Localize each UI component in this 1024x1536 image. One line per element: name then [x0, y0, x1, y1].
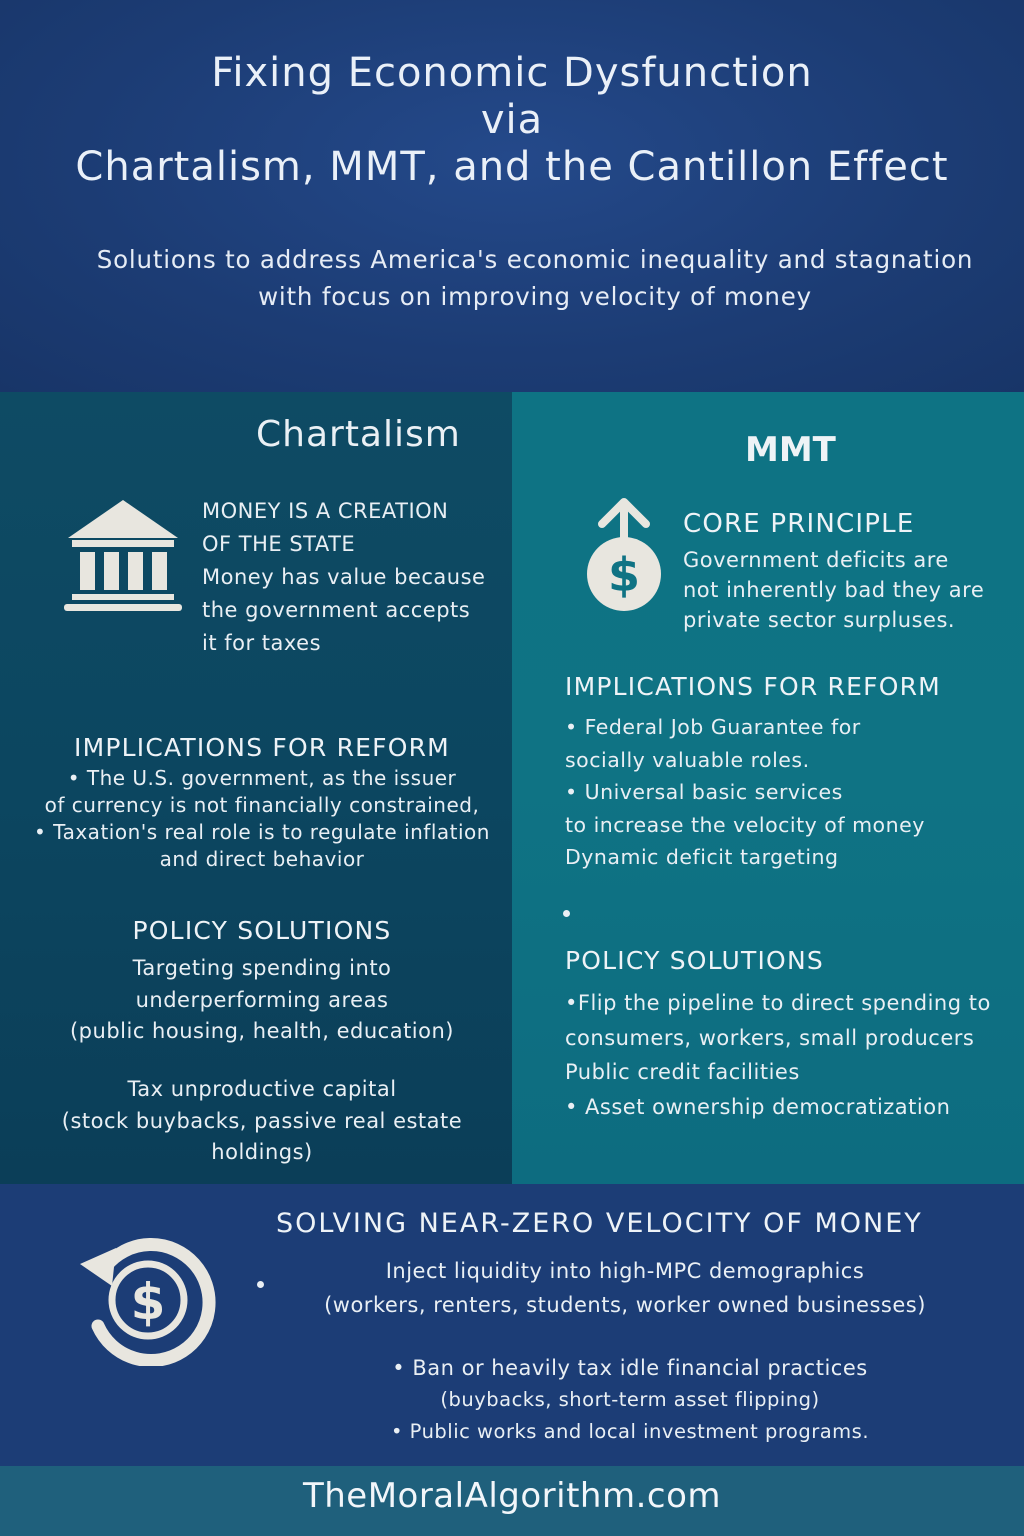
velocity-heading: SOLVING NEAR-ZERO VELOCITY OF MONEY	[276, 1208, 923, 1239]
ban-line-1: • Ban or heavily tax idle financial practices	[392, 1356, 868, 1380]
core-line-2: not inherently bad they are	[683, 578, 985, 602]
mmt-reform-line-5: Dynamic deficit targeting	[565, 845, 839, 869]
chartalism-policy-list	[0, 953, 524, 1048]
intro-line-5: it for taxes	[202, 631, 322, 655]
intro-line-1: MONEY IS A CREATION	[202, 499, 449, 523]
subtitle-line-1: Solutions to address America's economic inequality and stagnation	[96, 245, 974, 274]
intro-line-2: OF THE STATE	[202, 532, 356, 556]
mmt-core-list	[683, 545, 984, 635]
mmt-reform-line-4: to increase the velocity of money	[565, 812, 925, 837]
ban-line-2: (buybacks, short-term asset flipping)	[440, 1388, 820, 1411]
intro-line-3: Money has value because	[202, 565, 486, 589]
velocity-inject-list	[220, 1254, 1024, 1322]
mmt-reform-line-3: • Universal basic services	[565, 780, 843, 804]
svg-text:$: $	[607, 548, 641, 602]
ban-line-3: • Public works and local investment programs.	[390, 1420, 870, 1443]
reform-line-4: and direct behavior	[159, 847, 365, 871]
mmt-core-heading: CORE PRINCIPLE	[683, 509, 915, 539]
chartalism-tax-list	[0, 1074, 524, 1169]
mmt-policy-line-3: Public credit facilities	[565, 1060, 800, 1084]
mmt-panel	[512, 392, 1024, 1184]
mmt-policy-heading: POLICY SOLUTIONS	[565, 946, 824, 975]
velocity-panel	[0, 1184, 1024, 1466]
bullet-dot	[563, 910, 570, 917]
policy-line-2: underperforming areas	[135, 987, 389, 1012]
chartalism-panel	[0, 392, 512, 1184]
tax-line-2: (stock buybacks, passive real estate	[61, 1108, 463, 1133]
footer	[0, 1466, 1024, 1536]
velocity-ban-list	[220, 1352, 1024, 1448]
mmt-reform-line-1: • Federal Job Guarantee for	[565, 715, 861, 739]
tax-line-3: holdings)	[211, 1140, 313, 1164]
reform-line-1: • The U.S. government, as the issuer	[67, 766, 457, 790]
mmt-reform-line-2: socially valuable roles.	[565, 747, 810, 772]
chartalism-reform-list	[0, 765, 524, 873]
header	[0, 0, 1024, 392]
policy-line-3: (public housing, health, education)	[69, 1019, 454, 1043]
intro-line-4: the government accepts	[202, 598, 471, 622]
inject-line-2: (workers, renters, students, worker owned businesses)	[324, 1293, 926, 1317]
mmt-policy-line-4: • Asset ownership democratization	[565, 1094, 951, 1119]
mmt-reform-list	[565, 711, 925, 874]
tax-line-1: Tax unproductive capital	[127, 1077, 397, 1101]
reform-line-3: • Taxation's real role is to regulate inflation	[34, 820, 490, 844]
dollar-cycle-icon	[76, 1226, 216, 1366]
core-line-3: private sector surpluses.	[683, 608, 956, 632]
dollar-up-arrow-icon	[584, 496, 664, 614]
inject-line-1: Inject liquidity into high-MPC demographics	[385, 1259, 865, 1283]
title-line-2: via	[480, 97, 544, 143]
mmt-title: MMT	[745, 430, 836, 470]
mmt-reform-heading: IMPLICATIONS FOR REFORM	[565, 672, 941, 701]
policy-line-1: Targeting spending into	[132, 956, 392, 980]
bank-building-icon	[62, 496, 184, 616]
mmt-policy-line-2: consumers, workers, small producers	[565, 1025, 975, 1050]
svg-text:$: $	[130, 1273, 166, 1331]
chartalism-policy-heading: POLICY SOLUTIONS	[132, 916, 392, 945]
core-line-1: Government deficits are	[683, 548, 949, 572]
chartalism-title: Chartalism	[256, 414, 461, 455]
mmt-policy-list	[565, 986, 991, 1124]
title-line-1: Fixing Economic Dysfunction	[211, 50, 813, 96]
reform-line-2: of currency is not financially constrained,	[44, 793, 480, 817]
subtitle-line-2: with focus on improving velocity of money	[258, 282, 812, 311]
footer-site-link[interactable]: TheMoralAlgorithm.com	[302, 1476, 722, 1516]
mmt-policy-line-1: •Flip the pipeline to direct spending to	[565, 991, 991, 1015]
title-line-3: Chartalism, MMT, and the Cantillon Effect	[75, 144, 949, 190]
chartalism-intro	[202, 495, 485, 660]
page-title	[0, 50, 1024, 191]
subtitle	[40, 241, 1024, 315]
chartalism-reform-heading: IMPLICATIONS FOR REFORM	[74, 733, 450, 762]
